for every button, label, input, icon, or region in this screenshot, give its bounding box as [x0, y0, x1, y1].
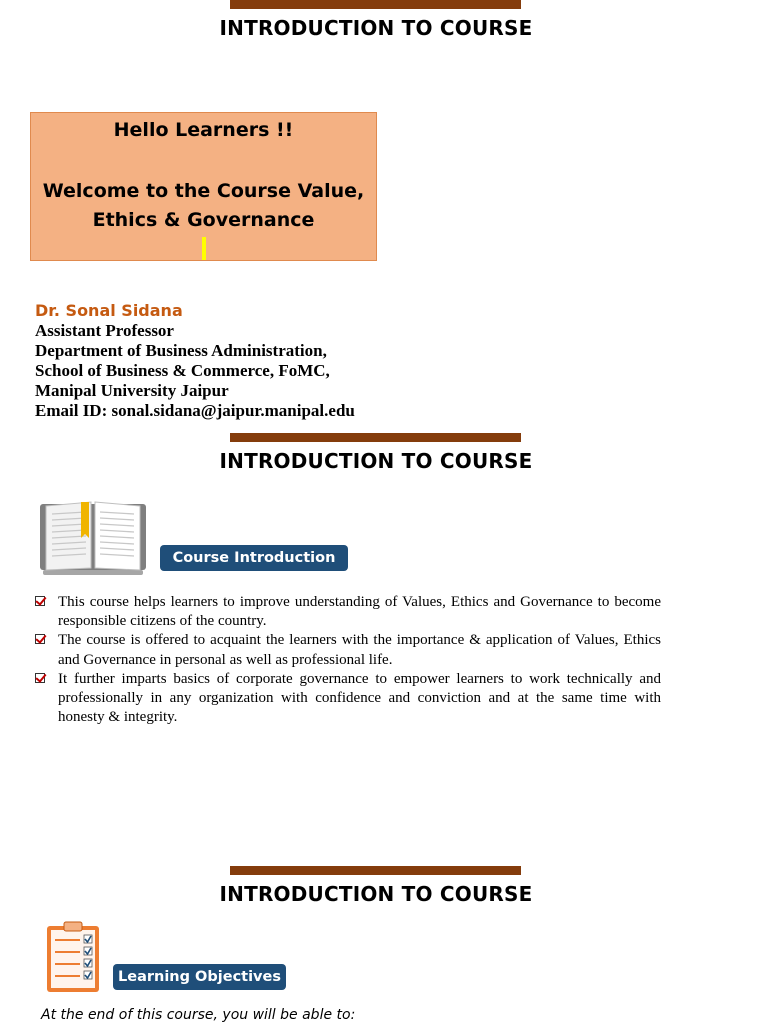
section-title: INTRODUCTION TO COURSE: [219, 882, 533, 906]
objectives-intro: At the end of this course, you will be able to:: [41, 1007, 356, 1023]
welcome-box: [30, 112, 377, 261]
checkbox-checked-icon: [35, 634, 45, 644]
title-bar: [230, 866, 521, 875]
checkbox-checked-icon: [35, 596, 45, 606]
learning-objectives-label: Learning Objectives: [113, 964, 286, 990]
author-email[interactable]: Email ID: sonal.sidana@jaipur.manipal.edu: [35, 401, 355, 420]
author-university: Manipal University Jaipur: [35, 381, 229, 400]
author-department: Department of Business Administration,: [35, 341, 327, 360]
list-item: The course is offered to acquaint the learners with the importance & application of Values, Ethics and Governance in personal as well as professional life.: [35, 631, 661, 669]
text-cursor: [202, 237, 206, 260]
welcome-message: [41, 177, 366, 235]
author-name: Dr. Sonal Sidana: [35, 301, 183, 320]
welcome-greeting: Hello Learners !!: [113, 119, 294, 141]
section-title: INTRODUCTION TO COURSE: [219, 16, 533, 40]
welcome-message-line2: Ethics & Governance: [92, 209, 315, 231]
author-block: [35, 301, 355, 421]
course-intro-list: [35, 593, 661, 727]
title-bar: [230, 0, 521, 9]
author-title: Assistant Professor: [35, 321, 174, 340]
checkbox-checked-icon: [35, 673, 45, 683]
welcome-message-line1: Welcome to the Course Value,: [42, 180, 365, 202]
clipboard-checklist-icon: [44, 920, 102, 994]
section-title: INTRODUCTION TO COURSE: [219, 449, 533, 473]
list-item: This course helps learners to improve understanding of Values, Ethics and Governance to become responsible citizens of the country.: [35, 593, 661, 631]
title-bar: [230, 433, 521, 442]
open-book-icon: [38, 500, 148, 578]
course-introduction-label: Course Introduction: [160, 545, 348, 571]
list-item: It further imparts basics of corporate governance to empower learners to work technically and professionally in any organization with confidence and conviction and at the same time with honesty & integrity.: [35, 670, 661, 728]
author-school: School of Business & Commerce, FoMC,: [35, 361, 330, 380]
